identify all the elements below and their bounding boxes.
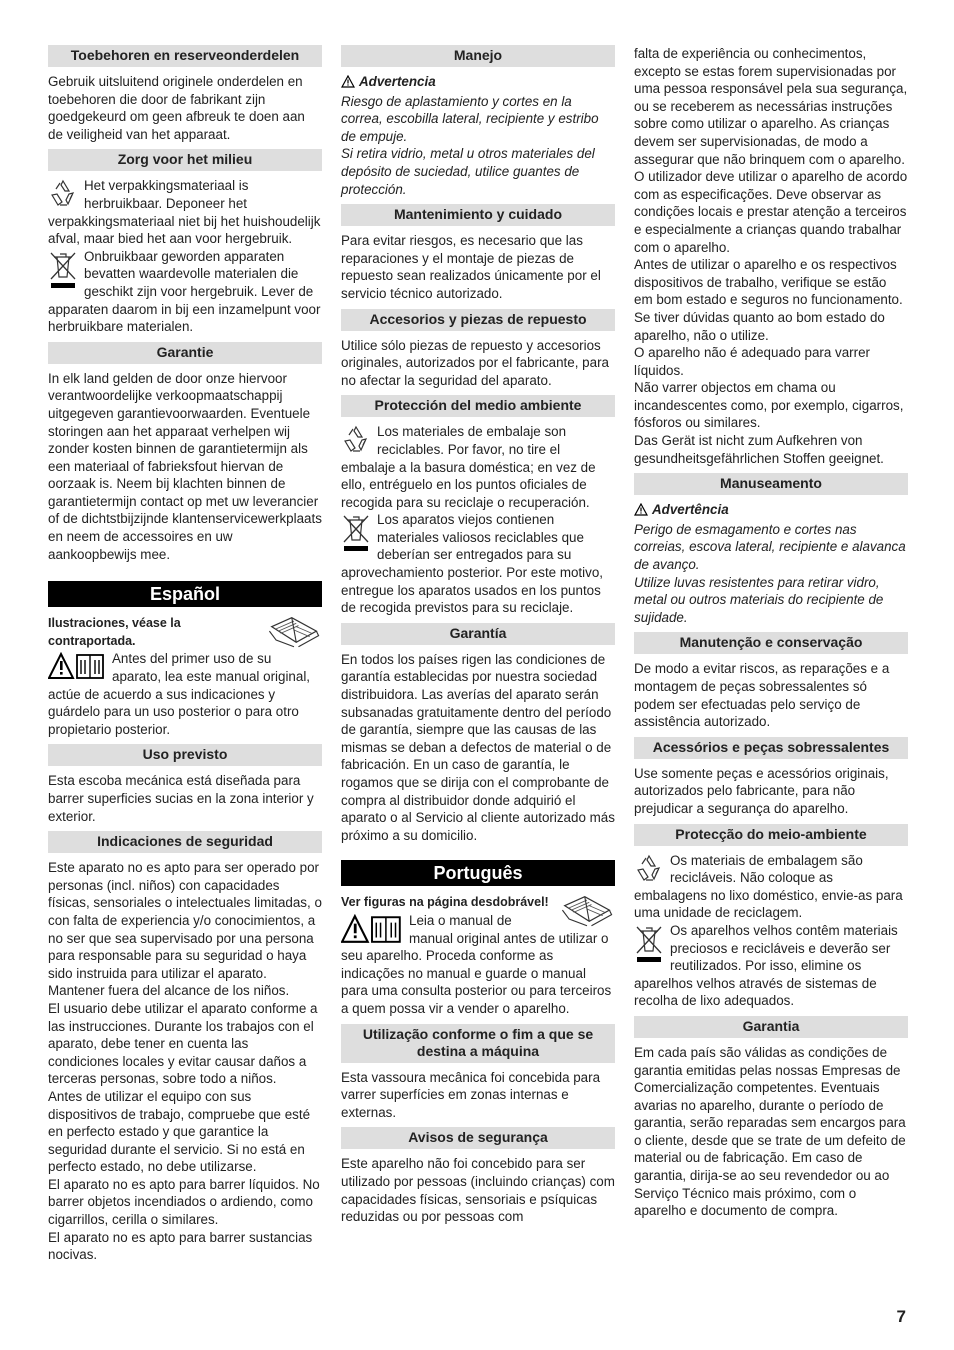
section-heading: Manutenção e conservação (634, 632, 908, 654)
paragraph: Esta escoba mecánica está diseñada para barrer superficies sucias en la zona interior y exterior. (48, 773, 314, 824)
paragraph: Utilize luvas resistentes para retirar vidro, metal ou outros materiais do recipiente de sujidade. (634, 574, 884, 625)
paragraph: Os materiais de embalagem são recicláveis. Não coloque as embalagens no lixo doméstico, envie-as para uma unidade de reciclagem. (634, 852, 903, 921)
paragraph: Antes de utilizar el equipo con sus dispositivos de trabajo, compruebe que esté en perfecto estado y que garantice la seguridad durante el servicio. Si no está en perfecto estado, no debe utilizarse. (48, 1088, 311, 1175)
column-2 (341, 45, 615, 1226)
section-heading: Indicaciones de seguridad (48, 831, 322, 853)
env-block (48, 248, 322, 336)
read-manual-block (48, 650, 322, 738)
page-number: 7 (896, 1307, 906, 1326)
section-heading: Protección del medio ambiente (341, 395, 615, 417)
section-heading: Utilização conforme o fim a que se destina a máquina (341, 1024, 615, 1063)
language-heading: Español (48, 581, 322, 607)
paragraph: falta de experiência ou conhecimentos, excepto se estas forem supervisionadas por uma pessoa responsável pela sua segurança, ou se receberem as necessárias instruções sobre como utilizar o aparelho. As crianças devem ser supervisionadas, de modo a assegurar que não brinquem com o aparelho. (634, 46, 908, 167)
paragraph: Utilice sólo piezas de repuesto y accesorios originales, autorizados por el fabricante, para no afectar la seguridad del aparato. (341, 337, 609, 388)
section-heading: Protecção do meio-ambiente (634, 824, 908, 846)
paragraph: Para evitar riesgos, es necesario que las reparaciones y el montaje de piezas de repuesto sean realizados únicamente por el servicio técnico autorizado. (341, 233, 601, 301)
paragraph: Si retira vidrio, metal u otros materiales del depósito de suciedad, utilice guantes de protección. (341, 146, 595, 197)
paragraph: El aparato no es apto para barrer líquidos. No barrer objetos incendiados o ardiendo, como cigarrillos, cerilla o similares. (48, 1176, 320, 1228)
paragraph: En todos los países rigen las condiciones de garantía establecidas por nuestra sociedad distribuidora. Las averías del aparato serán subsanadas gratuitamente dentro del período de garantía, siempre que las causas de las mismas se deban a defectos de material o de fabricación. En un caso de garantía, le rogamos que se dirija con el comprobante de compra al distribuidor donde adquirió el aparato o al Servicio al cliente autorizado más próximo a su domicilio. (341, 651, 615, 843)
section-heading: Mantenimiento y cuidado (341, 204, 615, 226)
paragraph: Het verpakkingsmateriaal is herbruikbaar. Deponeer het verpakkingsmateriaal niet bij het huishoudelijk afval, maar bied het aan voor hergebruik. (48, 178, 321, 247)
warning-triangle-icon (634, 503, 648, 516)
paragraph: Los materiales de embalaje son reciclables. Por favor, no tire el embalaje a la basura doméstica; en vez de ello, entréguelo en los puntos oficiales de recogida para su reciclaje o recuperación. (341, 424, 596, 510)
illustration-text: Ilustraciones, véase la contraportada. (48, 616, 181, 648)
paragraph: Los aparatos viejos contienen materiales valiosos reciclables que deberían ser entregados para su aprovechamiento posterior. Por este motivo, entregue los aparatos usados en los puntos de recogida previstos para su reciclaje. (341, 512, 603, 616)
warning-triangle-icon (341, 75, 355, 88)
section-heading: Uso previsto (48, 744, 322, 766)
section-heading: Avisos de segurança (341, 1127, 615, 1149)
section-heading: Accesorios y piezas de repuesto (341, 309, 615, 331)
warning-text: Advertencia (359, 74, 436, 89)
column-1 (48, 45, 322, 1264)
crossed-bin-icon (341, 513, 371, 553)
paragraph: Use somente peças e acessórios originais, autorizados pelo fabricante, para não prejudicar a segurança do aparelho. (634, 765, 889, 816)
warning-label (634, 501, 908, 519)
paragraph: Riesgo de aplastamiento y cortes en la correa, escobilla lateral, recipiente y estribo de empuje. (341, 93, 599, 144)
section-heading: Zorg voor het milieu (48, 149, 322, 171)
section-heading: Manejo (341, 45, 615, 67)
warning-read-manual-icon (48, 652, 106, 680)
warning-read-manual-icon (341, 914, 403, 944)
crossed-bin-icon (634, 924, 664, 964)
figures-note (341, 894, 615, 912)
paragraph: Antes del primer uso de su aparato, lea este manual original, actúe de acuerdo a sus indicaciones y guárdelo para un uso posterior o para otro propietario posterior. (48, 651, 311, 737)
env-block (341, 423, 615, 511)
paragraph: Das Gerät ist nicht zum Aufkehren von gesundheitsgefährlichen Stoffen geeignet. (634, 433, 884, 466)
recycle-icon (634, 854, 664, 884)
paragraph: Este aparato no es apto para ser operado por personas (incl. niños) con capacidades físicas, sensoriales o intelectuales limitadas, o con falta de experiencia y/o conocimientos, a no ser que sea supervisado por una persona para responsable para su seguridad o haya sido instruida para utilizar el aparato. Mantener fuera del alcance de los niños. (48, 860, 322, 999)
paragraph: Gebruik uitsluitend originele onderdelen en toebehoren die door de fabrikant zijn goedgekeurd om geen afbreuk te doen aan de veiligheid van het apparaat. (48, 74, 305, 142)
paragraph: Este aparelho não foi concebido para ser utilizado por pessoas (incluindo crianças) com capacidades físicas, sensoriais e psíquicas reduzidas ou por pessoas com (341, 1156, 615, 1225)
paragraph: Em cada país são válidas as condições de garantia emitidas pelas nossas Empresas de Comercialização competentes. Eventuais avarias no aparelho, durante o período de garantia, serão reparadas sem encargos para o cliente, desde que se trate de um defeito de material ou de fabricação. Em caso de garantia, dirija-se ao seu revendedor ou ao Serviço Técnico mais próximo, com o aparelho e documento de compra. (634, 1044, 906, 1219)
paragraph: In elk land gelden de door onze hiervoor verantwoordelijke verkoopmaatschappij uitgegeven garantievoorwaarden. Eventuele storingen aan het apparaat verhelpen wij zonder kosten binnen de garantietermijn als een materiaal of fabrieksfout hiervan de oorzaak is. Neem bij klachten binnen de garantietermijn contact op met uw leverancier of de dichtstbijzijnde klantenservicewerkplaats en neem de accessoires en uw aankoopbewijs mee. (48, 370, 322, 562)
paragraph: El usuario debe utilizar el aparato conforme a las instrucciones. Durante los trabajos con el aparato, debe tener en cuenta las condiciones locales y evitar causar daños a terceras personas, sobre todo a niños. (48, 1000, 318, 1087)
paragraph: De modo a evitar riscos, as reparações e a montagem de peças sobressalentes só podem ser efectuadas pelo serviço de assistência autorizado. (634, 661, 890, 730)
section-heading: Garantía (341, 623, 615, 645)
paragraph: Não varrer objectos em chama ou incandescentes como, por exemplo, cigarros, fósforos ou similares. (634, 380, 904, 431)
figures-text: Ver figuras na página desdobrável! (341, 895, 549, 910)
section-heading: Manuseamento (634, 473, 908, 495)
paragraph: El aparato no es apto para barrer sustancias nocivas. (48, 1229, 313, 1263)
recycle-icon (48, 179, 78, 209)
warning-label (341, 73, 615, 91)
section-heading: Garantie (48, 342, 322, 364)
section-heading: Toebehoren en reserveonderdelen (48, 45, 322, 67)
paragraph: Antes de utilizar o aparelho e os respectivos dispositivos de trabalho, verifique se estão em bom estado e seguros no funcionamento. Se tiver dúvidas quanto ao bom estado do aparelho, não o utilize. (634, 257, 903, 343)
section-heading: Garantia (634, 1016, 908, 1038)
illustration-note (48, 615, 322, 650)
env-block (634, 922, 908, 1010)
warning-text: Advertência (652, 502, 729, 518)
paragraph: Perigo de esmagamento e cortes nas correias, escova lateral, recipiente e alavanca de avanço. (634, 521, 906, 573)
column-3 (634, 45, 908, 1220)
paragraph: Esta vassoura mecânica foi concebida para varrer superfícies em zonas internas e externas. (341, 1069, 601, 1120)
env-block (634, 852, 908, 922)
manual-book-icon (266, 611, 322, 649)
env-block (341, 511, 615, 617)
paragraph: O utilizador deve utilizar o aparelho de acordo com as especificações. Deve observar as condições locais e prestar atenção a terceiros e especialmente a crianças quando trabalhar com o aparelho. (634, 169, 908, 255)
paragraph: Os aparelhos velhos contêm materiais preciosos e recicláveis e deverão ser reutilizados. Por isso, elimine os aparelhos velhos através de sistemas de recolha de lixo adequados. (634, 922, 898, 1009)
paragraph: O aparelho não é adequado para varrer líquidos. (634, 345, 870, 378)
language-heading: Português (341, 860, 615, 886)
paragraph: Leia o manual de manual original antes de utilizar o seu aparelho. Proceda conforme as indicações no manual e guarde o manual para uma consulta posterior ou para terceiros a quem possa vir a vender o aparelho. (341, 912, 612, 1016)
manual-book-icon (559, 890, 615, 928)
env-block (48, 177, 322, 247)
crossed-bin-icon (48, 250, 78, 290)
recycle-icon (341, 425, 371, 455)
section-heading: Acessórios e peças sobressalentes (634, 737, 908, 759)
paragraph: Onbruikbaar geworden apparaten bevatten waardevolle materialen die geschikt zijn voor hergebruik. Lever de apparaten daarom in bij een inzamelpunt voor herbruikbare materialen. (48, 248, 321, 335)
